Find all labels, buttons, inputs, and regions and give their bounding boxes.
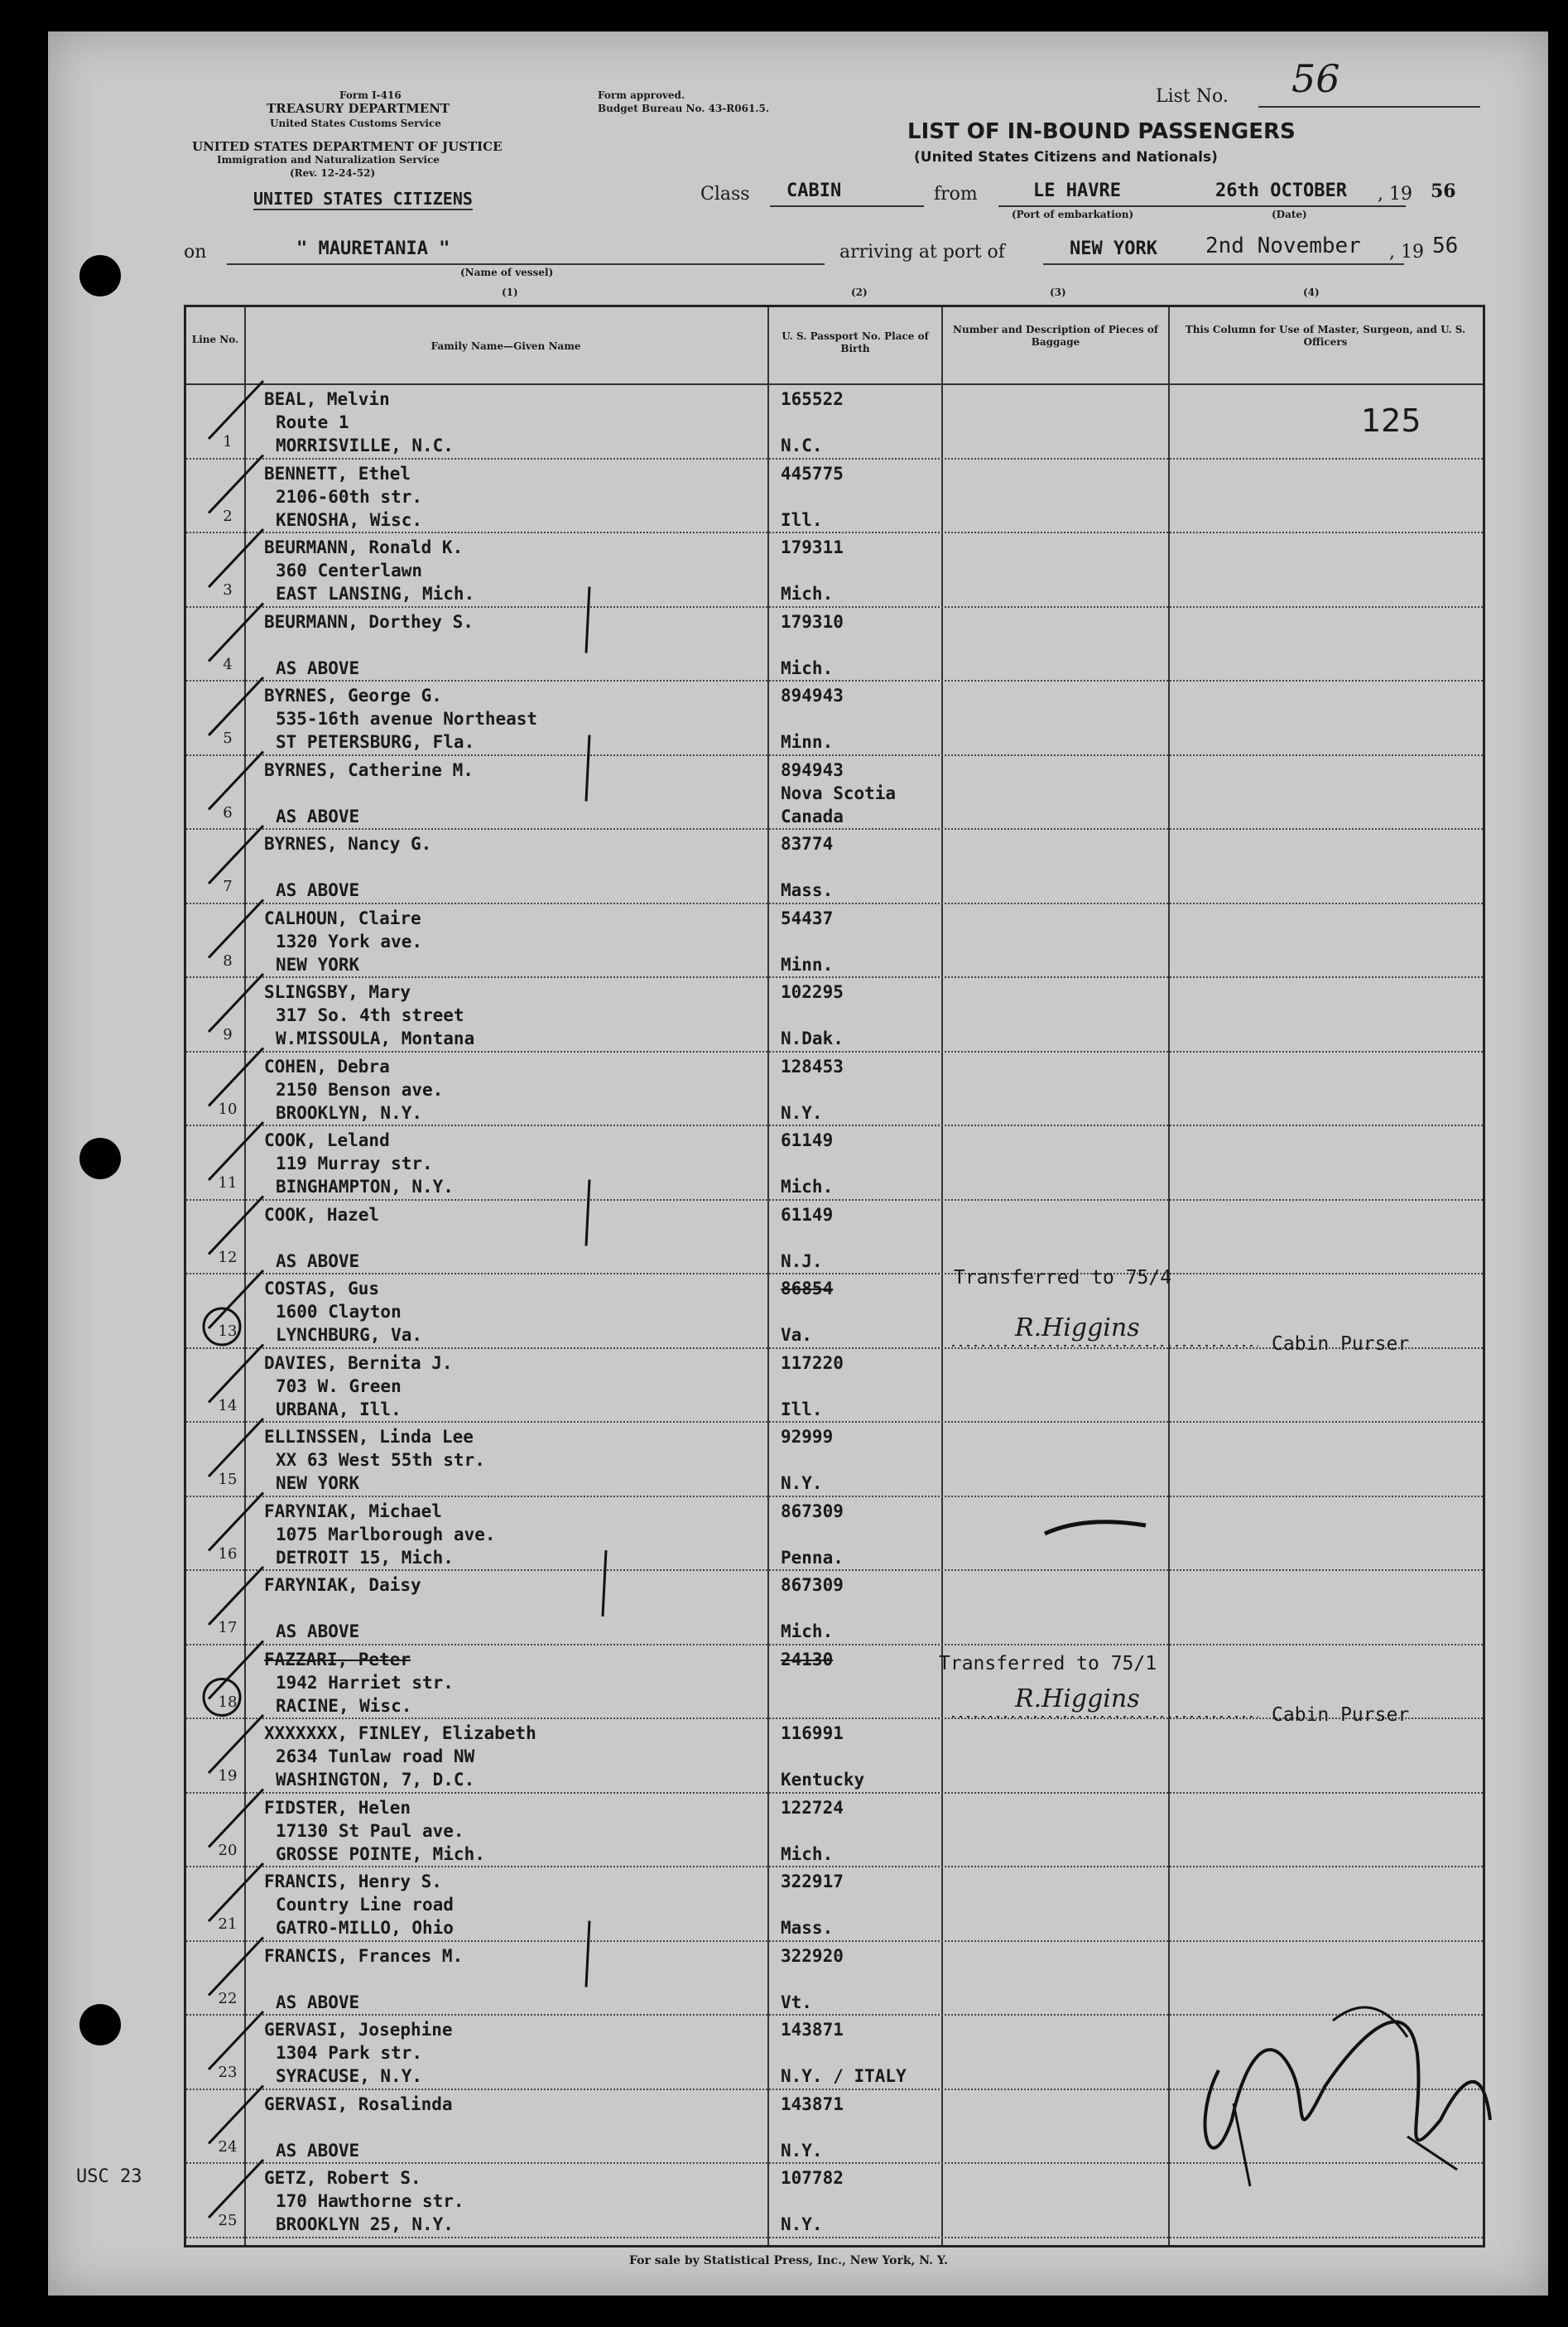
line-number: 18 bbox=[218, 1693, 238, 1711]
place-of-birth: N.Y. / ITALY bbox=[781, 2066, 907, 2086]
place-of-birth: Mich. bbox=[781, 1843, 834, 1864]
place-of-birth: Va. bbox=[781, 1325, 812, 1345]
place-of-birth: Penna. bbox=[781, 1547, 844, 1568]
line-number: 2 bbox=[223, 507, 233, 525]
passenger-city: AS ABOVE bbox=[276, 2140, 360, 2161]
place-of-birth: Ill. bbox=[781, 1399, 823, 1419]
passenger-name: ELLINSSEN, Linda Lee bbox=[264, 1427, 474, 1447]
passport-number: 117220 bbox=[781, 1352, 844, 1373]
col-header-baggage: Number and Description of Pieces of Baggage bbox=[953, 324, 1158, 348]
place-of-birth: N.Y. bbox=[781, 2214, 823, 2234]
passport-number: 92999 bbox=[781, 1427, 834, 1447]
passport-number: 122724 bbox=[781, 1797, 844, 1818]
place-of-birth: Mass. bbox=[781, 1918, 834, 1938]
passenger-table bbox=[184, 305, 1485, 2248]
passenger-city: NEW YORK bbox=[276, 954, 360, 975]
column-divider bbox=[767, 307, 769, 2245]
row-divider bbox=[186, 680, 1483, 682]
passenger-name: FIDSTER, Helen bbox=[264, 1797, 411, 1818]
line-number: 25 bbox=[218, 2212, 238, 2229]
place-of-birth: Vt. bbox=[781, 1992, 812, 2012]
passport-number: 143871 bbox=[781, 2093, 844, 2114]
passenger-city: KENOSHA, Wisc. bbox=[276, 509, 423, 530]
passport-number: 61149 bbox=[781, 1130, 834, 1150]
passport-number: 445775 bbox=[781, 463, 844, 484]
list-no-underline bbox=[1258, 106, 1480, 108]
place-of-birth: Mich. bbox=[781, 1621, 834, 1641]
line-number: 6 bbox=[223, 803, 233, 821]
passenger-name: BENNETT, Ethel bbox=[264, 463, 411, 484]
passenger-city: BINGHAMPTON, N.Y. bbox=[276, 1177, 454, 1197]
list-no-value: 56 bbox=[1291, 56, 1340, 101]
passenger-name: GETZ, Robert S. bbox=[264, 2168, 421, 2188]
manifest-subtitle: (United States Citizens and Nationals) bbox=[914, 149, 1218, 166]
header-rule bbox=[186, 383, 1483, 385]
passenger-street: 2634 Tunlaw road NW bbox=[276, 1746, 475, 1766]
passenger-name: XXXXXXX, FINLEY, Elizabeth bbox=[264, 1723, 536, 1743]
place-of-birth: Mich. bbox=[781, 1177, 834, 1197]
passenger-name: GERVASI, Josephine bbox=[264, 2020, 453, 2040]
passenger-street: 119 Murray str. bbox=[276, 1154, 433, 1173]
place-of-birth: Mich. bbox=[781, 658, 834, 678]
transfer-note-2: Transferred to 75/1 bbox=[939, 1653, 1157, 1674]
line-number: 12 bbox=[218, 1248, 238, 1266]
place-of-birth: Minn. bbox=[781, 732, 834, 752]
passenger-city: SYRACUSE, N.Y. bbox=[276, 2066, 423, 2086]
purser-signature-1: R.Higgins bbox=[1015, 1313, 1140, 1342]
place-of-birth: Kentucky bbox=[781, 1770, 865, 1790]
form-approved: Form approved. bbox=[598, 89, 685, 101]
passenger-city: AS ABOVE bbox=[276, 1250, 360, 1271]
col-header-passport: U. S. Passport No. Place of Birth bbox=[782, 330, 929, 354]
passport-number: 867309 bbox=[781, 1575, 844, 1595]
line-number: 13 bbox=[218, 1322, 238, 1340]
punch-hole bbox=[79, 1138, 121, 1179]
embark-date-value: 26th OCTOBER bbox=[1215, 181, 1347, 201]
row-divider bbox=[186, 2162, 1483, 2164]
passenger-city: WASHINGTON, 7, D.C. bbox=[276, 1770, 475, 1790]
embark-caption: (Port of embarkation) bbox=[1012, 209, 1134, 220]
vessel-name: " MAURETANIA " bbox=[296, 238, 450, 259]
passport-number: 107782 bbox=[781, 2168, 844, 2188]
line-number: 5 bbox=[223, 730, 233, 747]
passenger-street: 17130 St Paul ave. bbox=[276, 1820, 464, 1841]
col-marker-3: (3) bbox=[1050, 287, 1066, 298]
line-number: 8 bbox=[223, 952, 233, 970]
passenger-city: GROSSE POINTE, Mich. bbox=[276, 1843, 485, 1864]
passport-number: 322917 bbox=[781, 1872, 844, 1891]
passenger-city: AS ABOVE bbox=[276, 880, 360, 900]
date-caption: (Date) bbox=[1272, 209, 1307, 220]
passenger-name: DAVIES, Bernita J. bbox=[264, 1352, 453, 1373]
column-divider bbox=[941, 307, 943, 2245]
place-of-birth: N.C. bbox=[781, 436, 823, 455]
manifest-title: LIST OF IN-BOUND PASSENGERS bbox=[907, 119, 1296, 144]
passport-number: 86854 bbox=[781, 1279, 834, 1298]
passenger-city: BROOKLYN, N.Y. bbox=[276, 1102, 423, 1123]
transfer-note-1: Transferred to 75/4 bbox=[954, 1267, 1172, 1289]
passenger-city: DETROIT 15, Mich. bbox=[276, 1547, 454, 1568]
purser-title-1: Cabin Purser bbox=[1272, 1333, 1410, 1355]
passport-number: 61149 bbox=[781, 1204, 834, 1225]
form-revision: (Rev. 12-24-52) bbox=[290, 167, 376, 179]
passport-number: 867309 bbox=[781, 1501, 844, 1521]
passenger-count: 125 bbox=[1361, 402, 1421, 439]
class-underline bbox=[770, 205, 924, 207]
place-of-birth: Mass. bbox=[781, 880, 834, 900]
immigration-service: Immigration and Naturalization Service bbox=[217, 154, 440, 166]
passenger-name: BEURMANN, Dorthey S. bbox=[264, 611, 474, 632]
class-label: Class bbox=[700, 184, 750, 205]
arrival-year-value: 56 bbox=[1432, 234, 1459, 258]
line-number: 20 bbox=[218, 1841, 238, 1859]
justice-dept: UNITED STATES DEPARTMENT OF JUSTICE bbox=[192, 139, 503, 154]
place-of-birth: N.Y. bbox=[781, 2140, 823, 2161]
passenger-city: LYNCHBURG, Va. bbox=[276, 1325, 423, 1345]
place-of-birth: N.Dak. bbox=[781, 1029, 844, 1048]
passenger-name: BYRNES, Catherine M. bbox=[264, 759, 474, 780]
place-of-birth: Mich. bbox=[781, 584, 834, 604]
passenger-name: BYRNES, Nancy G. bbox=[264, 834, 432, 854]
place-of-birth: Canada bbox=[781, 806, 844, 826]
passport-number: 165522 bbox=[781, 389, 844, 409]
place-of-birth: Ill. bbox=[781, 509, 823, 530]
passenger-street: 2106-60th str. bbox=[276, 486, 423, 507]
passenger-city: AS ABOVE bbox=[276, 1992, 360, 2012]
passenger-city: AS ABOVE bbox=[276, 1621, 360, 1641]
date-underline bbox=[1172, 205, 1406, 207]
year-prefix: , 19 bbox=[1378, 184, 1412, 205]
printer-credit: For sale by Statistical Press, Inc., New York, N. Y. bbox=[629, 2254, 948, 2267]
passenger-street: 1075 Marlborough ave. bbox=[276, 1524, 496, 1544]
passenger-street: 1600 Clayton bbox=[276, 1302, 402, 1322]
passport-number: 116991 bbox=[781, 1723, 844, 1743]
passenger-city: NEW YORK bbox=[276, 1473, 360, 1493]
line-number: 10 bbox=[218, 1100, 238, 1118]
passport-number: 894943 bbox=[781, 759, 844, 780]
passport-number: 143871 bbox=[781, 2020, 844, 2040]
passenger-city: BROOKLYN 25, N.Y. bbox=[276, 2214, 454, 2234]
passenger-name: FRANCIS, Henry S. bbox=[264, 1872, 442, 1891]
passenger-name: BEURMANN, Ronald K. bbox=[264, 537, 464, 557]
passport-number: 179310 bbox=[781, 611, 844, 632]
passenger-city: ST PETERSBURG, Fla. bbox=[276, 732, 475, 752]
line-number: 15 bbox=[218, 1471, 238, 1488]
arrival-port-value: NEW YORK bbox=[1070, 238, 1157, 259]
from-label: from bbox=[934, 184, 978, 205]
col-marker-4: (4) bbox=[1303, 287, 1320, 298]
passport-number: 102295 bbox=[781, 982, 844, 1002]
line-number: 9 bbox=[223, 1026, 233, 1043]
col-marker-1: (1) bbox=[502, 287, 518, 298]
treasury-dept: TREASURY DEPARTMENT bbox=[267, 101, 450, 116]
passenger-street: XX 63 West 55th str. bbox=[276, 1450, 485, 1470]
passenger-name: COOK, Hazel bbox=[264, 1204, 380, 1225]
passenger-name: COOK, Leland bbox=[264, 1130, 390, 1150]
line-number: 7 bbox=[223, 878, 233, 895]
row-divider bbox=[186, 1273, 1483, 1274]
purser-title-2: Cabin Purser bbox=[1272, 1704, 1410, 1726]
passport-number: 894943 bbox=[781, 686, 844, 706]
passenger-name: GERVASI, Rosalinda bbox=[264, 2093, 453, 2114]
passenger-street: 1320 York ave. bbox=[276, 931, 423, 952]
passenger-name: SLINGSBY, Mary bbox=[264, 982, 411, 1002]
arrival-year-prefix: , 19 bbox=[1389, 242, 1424, 263]
citizens-label: UNITED STATES CITIZENS bbox=[253, 189, 473, 209]
line-number: 23 bbox=[218, 2064, 238, 2081]
from-underline bbox=[998, 205, 1172, 207]
place-of-birth: N.Y. bbox=[781, 1473, 823, 1493]
passport-number: 54437 bbox=[781, 908, 834, 928]
line-number: 19 bbox=[218, 1767, 238, 1785]
arrival-date-value: 2nd November bbox=[1205, 234, 1361, 258]
passenger-street: 2150 Benson ave. bbox=[276, 1079, 444, 1100]
budget-bureau: Budget Bureau No. 43-R061.5. bbox=[598, 103, 770, 114]
col-header-officers: This Column for Use of Master, Surgeon, and U. S. Officers bbox=[1185, 324, 1466, 348]
line-number: 4 bbox=[223, 655, 233, 673]
passenger-street: 1304 Park str. bbox=[276, 2043, 423, 2063]
row-divider bbox=[186, 1496, 1483, 1497]
passenger-city: W.MISSOULA, Montana bbox=[276, 1029, 475, 1048]
col-header-line-no: Line No. bbox=[191, 334, 239, 345]
punch-hole bbox=[79, 255, 121, 296]
passenger-city: RACINE, Wisc. bbox=[276, 1695, 412, 1716]
passenger-city: URBANA, Ill. bbox=[276, 1399, 402, 1419]
passenger-street: 1942 Harriet str. bbox=[276, 1672, 454, 1693]
class-value: CABIN bbox=[786, 181, 842, 201]
passenger-name: COHEN, Debra bbox=[264, 1056, 390, 1077]
line-number: 3 bbox=[223, 581, 233, 599]
arrival-underline bbox=[1043, 263, 1404, 265]
vessel-underline bbox=[227, 263, 825, 265]
on-label: on bbox=[184, 242, 207, 263]
row-divider bbox=[186, 976, 1483, 978]
passenger-name: FARYNIAK, Michael bbox=[264, 1501, 442, 1521]
line-number: 16 bbox=[218, 1544, 238, 1563]
row-divider bbox=[186, 2014, 1483, 2016]
passenger-street: 170 Hawthorne str. bbox=[276, 2191, 464, 2211]
passport-number: 179311 bbox=[781, 537, 844, 557]
passenger-city: AS ABOVE bbox=[276, 806, 360, 826]
line-number: 21 bbox=[218, 1915, 238, 1933]
passenger-name: FAZZARI, Peter bbox=[264, 1649, 411, 1669]
arriving-label: arriving at port of bbox=[839, 242, 1005, 263]
place-of-birth: N.J. bbox=[781, 1250, 823, 1271]
passenger-name: FARYNIAK, Daisy bbox=[264, 1575, 421, 1595]
line-number: 17 bbox=[218, 1619, 238, 1636]
passenger-street: 360 Centerlawn bbox=[276, 561, 423, 581]
passenger-name: BYRNES, George G. bbox=[264, 686, 442, 706]
passport-number: 24130 bbox=[781, 1649, 834, 1669]
passenger-street: 535-16th avenue Northeast bbox=[276, 709, 538, 729]
line-number: 14 bbox=[218, 1396, 238, 1414]
line-number: 1 bbox=[223, 433, 233, 450]
passenger-street: 317 So. 4th street bbox=[276, 1005, 464, 1025]
passenger-street: Country Line road bbox=[276, 1895, 454, 1915]
passenger-city: MORRISVILLE, N.C. bbox=[276, 436, 454, 455]
passport-number: 128453 bbox=[781, 1056, 844, 1077]
line-number: 24 bbox=[218, 2137, 238, 2156]
passenger-city: GATRO-MILLO, Ohio bbox=[276, 1918, 454, 1938]
row-divider bbox=[186, 903, 1483, 904]
place-of-birth: Nova Scotia bbox=[781, 783, 897, 803]
form-number: Form I-416 bbox=[339, 89, 402, 101]
usc-stamp: USC 23 bbox=[76, 2166, 142, 2187]
col-header-name: Family Name—Given Name bbox=[430, 340, 581, 352]
vessel-caption: (Name of vessel) bbox=[460, 267, 554, 278]
line-number: 22 bbox=[218, 1989, 238, 2007]
place-of-birth: Minn. bbox=[781, 954, 834, 975]
passenger-street: 703 W. Green bbox=[276, 1375, 402, 1396]
embark-port-value: LE HAVRE bbox=[1033, 181, 1121, 201]
row-divider bbox=[186, 1644, 1483, 1645]
passenger-city: AS ABOVE bbox=[276, 658, 360, 678]
place-of-birth: N.Y. bbox=[781, 1102, 823, 1123]
col-marker-2: (2) bbox=[851, 287, 868, 298]
embark-year-value: 56 bbox=[1431, 181, 1456, 202]
line-number: 11 bbox=[218, 1174, 238, 1192]
passenger-city: EAST LANSING, Mich. bbox=[276, 584, 475, 604]
passenger-street: Route 1 bbox=[276, 412, 349, 432]
passenger-name: CALHOUN, Claire bbox=[264, 908, 421, 928]
passport-number: 83774 bbox=[781, 834, 834, 854]
passenger-name: COSTAS, Gus bbox=[264, 1279, 380, 1298]
passenger-name: BEAL, Melvin bbox=[264, 389, 390, 409]
list-no-label: List No. bbox=[1156, 86, 1229, 107]
customs-service: United States Customs Service bbox=[270, 118, 441, 129]
punch-hole bbox=[79, 2004, 121, 2045]
passenger-name: FRANCIS, Frances M. bbox=[264, 1945, 464, 1966]
passport-number: 322920 bbox=[781, 1945, 844, 1966]
purser-signature-2: R.Higgins bbox=[1015, 1684, 1140, 1713]
